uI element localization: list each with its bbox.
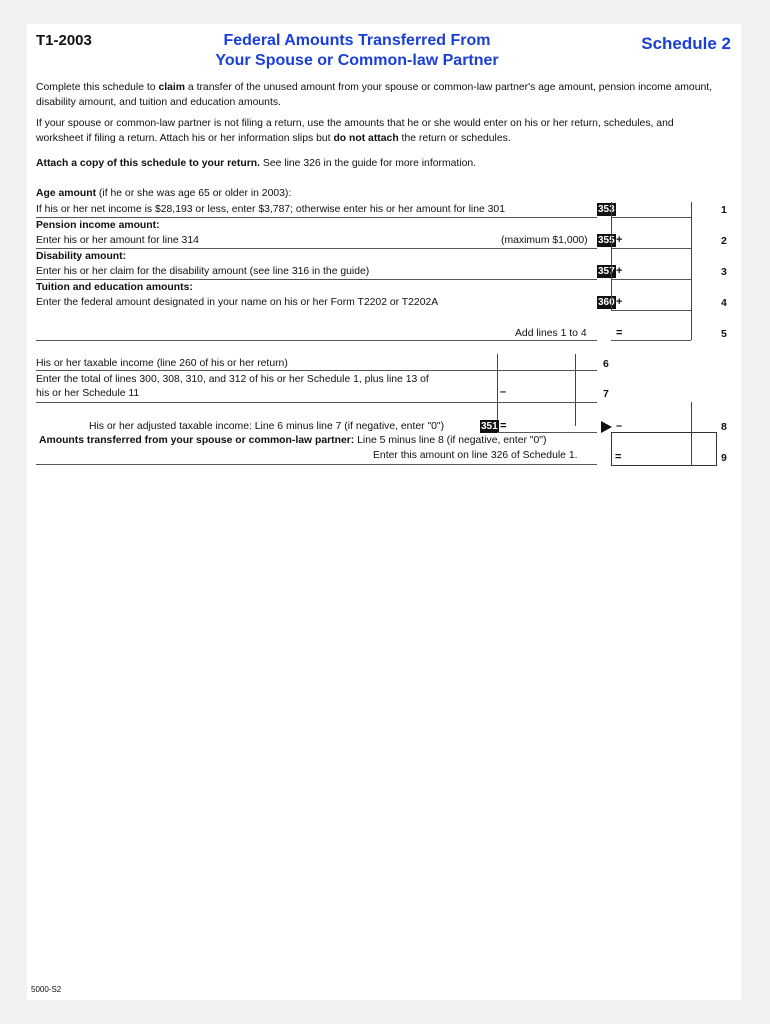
line-code-351: 351	[481, 421, 498, 432]
amount-field-line-4[interactable]	[611, 310, 691, 311]
adjusted-income-text: His or her adjusted taxable income: Line 6 minus line 7 (if negative, enter "0")	[89, 421, 445, 432]
divider	[36, 248, 597, 249]
pension-heading	[36, 220, 160, 231]
age-amount-text: If his or her net income is $28,193 or less, enter $3,787; otherwise enter his or her amount for line 301	[36, 204, 505, 215]
intro-p2-post: the return or schedules.	[398, 133, 511, 144]
plus-operator: +	[616, 265, 623, 277]
total-amount-box[interactable]	[611, 432, 717, 466]
middle-column-left-rule	[497, 354, 498, 426]
amount-field-line-8[interactable]	[497, 432, 597, 433]
disability-text: Enter his or her claim for the disability amount (see line 316 in the guide)	[36, 266, 370, 277]
amount-column-cents-rule	[691, 202, 692, 310]
form-id: T1-2003	[36, 32, 92, 49]
line-code-357: 357	[598, 266, 615, 277]
line-code-360: 360	[598, 297, 615, 308]
line-number-9: 9	[721, 452, 727, 464]
disability-heading	[36, 251, 126, 262]
line-number-5: 5	[721, 328, 727, 340]
line-code-355: 355	[598, 235, 615, 246]
age-amount-heading	[36, 188, 291, 199]
form-title	[177, 31, 537, 71]
plus-operator: +	[616, 234, 623, 246]
line-code-353: 353	[598, 204, 615, 215]
tuition-text: Enter the federal amount designated in your name on his or her Form T2202 or T2202A	[36, 297, 439, 308]
schedule-total-text-2: his or her Schedule 11	[36, 388, 140, 399]
add-lines-text: Add lines 1 to 4	[515, 328, 587, 339]
plus-operator: +	[616, 296, 623, 308]
divider	[36, 279, 597, 280]
equals-operator: =	[500, 420, 507, 432]
age-amount-rest: (if he or she was age 65 or older in 2003):	[96, 188, 292, 199]
amount-field-line-2[interactable]	[611, 248, 691, 249]
divider	[36, 370, 497, 371]
amount-column-left-rule	[611, 202, 612, 310]
equals-operator: =	[616, 327, 623, 339]
intro-p1-pre: Complete this schedule to	[36, 82, 159, 93]
intro-p1-bold: claim	[158, 82, 186, 93]
pension-heading-label: Pension income amount:	[36, 220, 160, 231]
amount-field-line-5[interactable]	[611, 340, 691, 341]
pension-text: Enter his or her amount for line 314	[36, 235, 199, 246]
minus-operator: –	[500, 386, 507, 398]
title-line-1: Federal Amounts Transferred From	[223, 32, 491, 49]
intro-p2-bold: do not attach	[333, 133, 399, 144]
form-page	[27, 24, 741, 1000]
minus-operator: –	[616, 420, 623, 432]
line-number-1: 1	[721, 204, 727, 216]
line-number-6: 6	[603, 358, 609, 370]
amount-field-line-7[interactable]	[497, 402, 597, 403]
amount-column-cents-rule	[691, 402, 692, 432]
intro-paragraph-2	[36, 116, 716, 146]
equals-operator: =	[615, 451, 622, 463]
amount-field-line-1[interactable]	[611, 217, 691, 218]
line-number-2: 2	[721, 235, 727, 247]
intro-paragraph-3	[36, 156, 716, 171]
divider	[36, 340, 597, 341]
pension-maximum: (maximum $1,000)	[501, 235, 588, 246]
taxable-income-text: His or her taxable income (line 260 of his or her return)	[36, 358, 288, 369]
intro-paragraph-1	[36, 80, 716, 110]
amount-column-cents-rule	[691, 432, 692, 466]
amount-column-cents-rule	[691, 310, 692, 340]
schedule-total-text-1: Enter the total of lines 300, 308, 310, and 312 of his or her Schedule 1, plus line 13 of	[36, 374, 429, 385]
intro-p2-pre: If your spouse or common-law partner is not filing a return, use the amounts that he or she would enter on his or her return, schedules, and worksheet if filing a return. Attach his or her information slips but	[36, 118, 674, 144]
tuition-heading	[36, 282, 193, 293]
line-number-3: 3	[721, 266, 727, 278]
intro-p1-post: a transfer of the unused amount from your spouse or common-law partner's age amount, pension income amount, disability amount, and tuition and education amounts.	[36, 82, 713, 108]
amount-field-line-6[interactable]	[497, 370, 597, 371]
intro-p3-post: See line 326 in the guide for more information.	[260, 158, 477, 169]
disability-heading-label: Disability amount:	[36, 251, 127, 262]
divider	[36, 464, 597, 465]
transfer-heading-bold: Amounts transferred from your spouse or common-law partner:	[39, 435, 355, 446]
line-number-7: 7	[603, 388, 609, 400]
amount-field-line-3[interactable]	[611, 279, 691, 280]
tuition-heading-label: Tuition and education amounts:	[36, 282, 193, 293]
form-code: 5000-S2	[31, 985, 62, 994]
age-amount-bold: Age amount	[36, 188, 97, 199]
transfer-heading-rest: Line 5 minus line 8 (if negative, enter "0")	[354, 435, 547, 446]
line-number-8: 8	[721, 421, 727, 433]
divider	[36, 217, 597, 218]
transfer-enter-text: Enter this amount on line 326 of Schedule 1.	[373, 450, 578, 461]
schedule-label: Schedule 2	[641, 34, 731, 53]
transfer-heading	[39, 435, 546, 446]
line-number-4: 4	[721, 297, 727, 309]
middle-column-cents-rule	[575, 354, 576, 426]
intro-p3-bold: Attach a copy of this schedule to your return.	[36, 158, 261, 169]
title-line-2: Your Spouse or Common-law Partner	[215, 52, 499, 69]
divider	[36, 402, 497, 403]
